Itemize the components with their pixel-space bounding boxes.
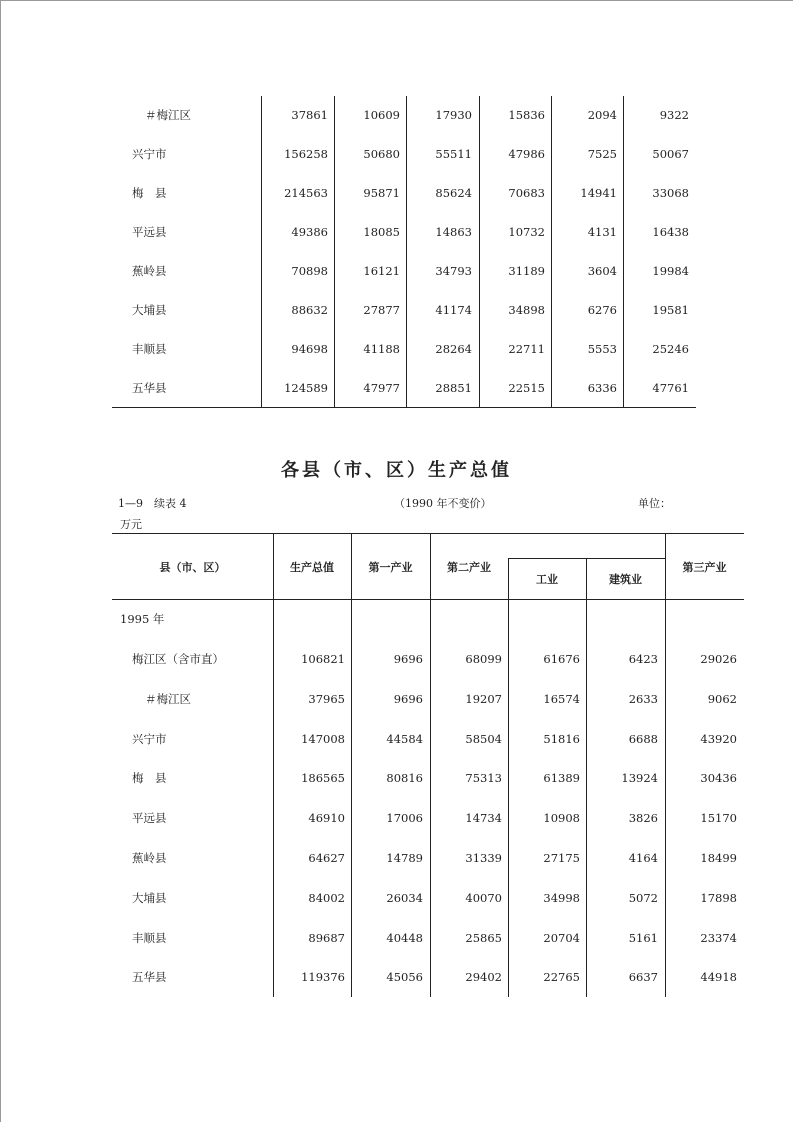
table-cell: 9322	[659, 108, 689, 122]
row-label: 丰顺县	[132, 342, 167, 356]
unit-value: 万元	[120, 518, 142, 531]
table-row	[112, 888, 744, 908]
row-label: 兴宁市	[132, 731, 167, 746]
row-label: 蕉岭县	[132, 851, 167, 865]
row-label: 丰顺县	[132, 930, 167, 945]
row-label: 梅 县	[132, 186, 167, 200]
table-cell: 22765	[543, 970, 580, 985]
table-row	[112, 378, 696, 398]
header-construction: 建筑业	[609, 573, 642, 586]
table-cell: 27877	[363, 303, 400, 317]
table-cell: 55511	[435, 147, 472, 161]
price-basis: （1990 年不变价）	[394, 497, 492, 510]
table-cell: 47761	[652, 381, 689, 395]
table-row	[112, 222, 696, 242]
table-cell: 6276	[587, 303, 617, 317]
table-cell: 18499	[700, 851, 737, 865]
table-cell: 9062	[707, 691, 737, 706]
table-cell: 9696	[393, 652, 423, 666]
table-cell: 4131	[587, 225, 617, 239]
row-label: ＃梅江区	[145, 691, 191, 706]
table-row	[112, 768, 744, 788]
header-primary: 第一产业	[368, 561, 413, 574]
table-cell: 15170	[700, 811, 737, 826]
table-cell: 17930	[435, 108, 472, 122]
table-cell: 25865	[465, 930, 502, 945]
table-cell: 28851	[435, 381, 472, 395]
table-cell: 50067	[652, 147, 689, 161]
table-cell: 5072	[628, 890, 658, 905]
table-cell: 45056	[386, 970, 423, 985]
table-cell: 61389	[543, 771, 580, 786]
column-divider	[261, 96, 262, 408]
table-top-rule	[112, 533, 744, 534]
row-label: ＃梅江区	[145, 108, 191, 122]
table-cell: 30436	[700, 771, 737, 786]
header-county: 县（市、区）	[159, 561, 226, 574]
table-cell: 31189	[508, 264, 545, 278]
table-cell: 51816	[543, 731, 580, 746]
header-industry: 工业	[536, 573, 558, 586]
table-cell: 40448	[386, 930, 423, 945]
row-label: 梅 县	[132, 771, 167, 786]
table-cell: 70898	[291, 264, 328, 278]
column-divider	[551, 96, 552, 408]
row-label: 五华县	[132, 381, 167, 395]
table-cell: 20704	[543, 930, 580, 945]
year-label: 1995 年	[120, 612, 165, 626]
table-cell: 28264	[435, 342, 472, 356]
header-bottom-rule	[112, 599, 744, 600]
table-row	[112, 261, 696, 281]
table-cell: 3604	[587, 264, 617, 278]
table-cell: 124589	[284, 381, 328, 395]
table-cell: 4164	[628, 851, 658, 865]
page-border-left	[0, 0, 1, 1122]
table-cell: 64627	[308, 851, 345, 865]
table-cell: 58504	[465, 731, 502, 746]
table-cell: 34793	[435, 264, 472, 278]
table-cell: 37965	[308, 691, 345, 706]
table-cell: 19207	[465, 691, 502, 706]
table-cell: 16574	[543, 691, 580, 706]
table-row	[112, 689, 744, 709]
table-cell: 41188	[363, 342, 400, 356]
table-cell: 43920	[700, 731, 737, 746]
table-cell: 88632	[291, 303, 328, 317]
column-divider	[479, 96, 480, 408]
table-cell: 47986	[508, 147, 545, 161]
page-border-top	[0, 0, 793, 1]
row-label: 兴宁市	[132, 147, 167, 161]
table-cell: 44918	[700, 970, 737, 985]
gdp-table	[112, 533, 744, 997]
table-cell: 23374	[700, 930, 737, 945]
table-cell: 40070	[465, 890, 502, 905]
row-label: 五华县	[132, 970, 167, 985]
table-cell: 5553	[587, 342, 617, 356]
table-cell: 6688	[628, 731, 658, 746]
table-cell: 19581	[652, 303, 689, 317]
table-cell: 10908	[543, 811, 580, 826]
table-row	[112, 300, 696, 320]
table-cell: 34898	[508, 303, 545, 317]
table-cell: 94698	[291, 342, 328, 356]
table-cell: 46910	[308, 811, 345, 826]
table-cell: 34998	[543, 890, 580, 905]
header-secondary: 第二产业	[447, 561, 491, 574]
table-cell: 2633	[628, 691, 658, 706]
table-cell: 22711	[508, 342, 545, 356]
table-cell: 186565	[301, 771, 345, 786]
table-cell: 17898	[700, 890, 737, 905]
table-row	[112, 729, 744, 749]
table-cell: 214563	[284, 186, 328, 200]
table-cell: 15836	[508, 108, 545, 122]
table-cell: 19984	[652, 264, 689, 278]
table-cell: 68099	[465, 652, 502, 666]
table-cell: 9696	[393, 691, 423, 706]
table-cell: 26034	[386, 890, 423, 905]
table-cell: 6336	[587, 381, 617, 395]
table-cell: 25246	[652, 342, 689, 356]
header-tertiary: 第三产业	[682, 561, 727, 574]
table-cell: 119376	[301, 970, 345, 985]
column-divider	[406, 96, 407, 408]
table-row	[112, 105, 696, 125]
table-cell: 147008	[301, 731, 345, 746]
table-cell: 17006	[386, 811, 423, 826]
table-cell: 14789	[386, 851, 423, 865]
table-cell: 2094	[587, 108, 617, 122]
table-row	[112, 144, 696, 164]
table-cell: 6637	[628, 970, 658, 985]
table-cell: 29402	[465, 970, 502, 985]
row-label: 平远县	[132, 811, 167, 826]
table-cell: 75313	[465, 771, 502, 786]
table-cell: 31339	[465, 851, 502, 865]
table-row	[112, 928, 744, 948]
table-cell: 80816	[386, 771, 423, 786]
page-title: 各县（市、区）生产总值	[281, 460, 512, 481]
table-cell: 85624	[435, 186, 472, 200]
table-cell: 44584	[386, 731, 423, 746]
table-row	[112, 183, 696, 203]
continued-table	[112, 96, 696, 408]
table-cell: 13924	[621, 771, 658, 786]
row-label: 梅江区（含市直）	[132, 652, 224, 666]
table-cell: 41174	[435, 303, 472, 317]
table-cell: 47977	[363, 381, 400, 395]
table-cell: 14863	[435, 225, 472, 239]
table-cell: 37861	[291, 108, 328, 122]
table-number: 1—9 续表 4	[118, 497, 187, 510]
year-row	[112, 609, 744, 629]
column-divider	[334, 96, 335, 408]
table-cell: 61676	[543, 652, 580, 666]
header-gdp: 生产总值	[290, 561, 334, 574]
table-row	[112, 339, 696, 359]
table-cell: 18085	[363, 225, 400, 239]
table-cell: 6423	[628, 652, 658, 666]
table-row	[112, 808, 744, 828]
table-cell: 33068	[652, 186, 689, 200]
table-cell: 16121	[363, 264, 400, 278]
table-row	[112, 967, 744, 987]
table-cell: 22515	[508, 381, 545, 395]
table-row	[112, 848, 744, 868]
table-cell: 156258	[284, 147, 328, 161]
row-label: 平远县	[132, 225, 167, 239]
table-cell: 10609	[363, 108, 400, 122]
table-cell: 5161	[628, 930, 658, 945]
row-label: 大埔县	[132, 890, 167, 905]
row-label: 大埔县	[132, 303, 167, 317]
row-label: 蕉岭县	[132, 264, 167, 278]
table-cell: 29026	[700, 652, 737, 666]
table-cell: 27175	[543, 851, 580, 865]
table-cell: 14941	[580, 186, 617, 200]
table-cell: 3826	[628, 811, 658, 826]
table-cell: 106821	[301, 652, 345, 666]
table-cell: 7525	[587, 147, 617, 161]
unit-label: 单位：	[638, 497, 671, 510]
table-bottom-rule	[112, 407, 696, 408]
table-cell: 50680	[363, 147, 400, 161]
table-cell: 89687	[308, 930, 345, 945]
table-row	[112, 649, 744, 669]
table-cell: 49386	[291, 225, 328, 239]
column-divider	[623, 96, 624, 408]
table-cell: 14734	[465, 811, 502, 826]
table-cell: 70683	[508, 186, 545, 200]
table-cell: 95871	[363, 186, 400, 200]
table-cell: 84002	[308, 890, 345, 905]
table-cell: 16438	[652, 225, 689, 239]
table-cell: 10732	[508, 225, 545, 239]
